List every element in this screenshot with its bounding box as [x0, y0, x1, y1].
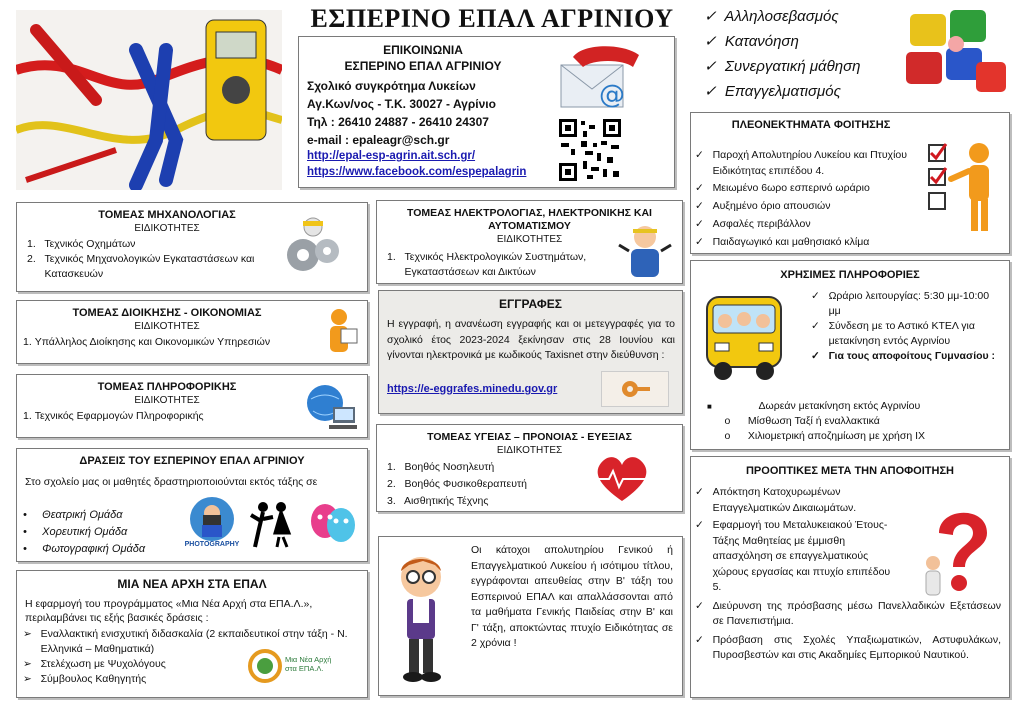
list-item: • Χορευτική Ομάδα — [23, 526, 128, 538]
mechanical-subtitle: ΕΙΔΙΚΟΤΗΤΕΣ — [134, 223, 200, 234]
check-icon: ✓ — [704, 8, 717, 25]
school-bus-icon — [701, 287, 787, 383]
contact-line2: Αγ.Κων/νος - Τ.Κ. 30027 - Αγρίνιο — [307, 97, 496, 111]
phone-mail-icon — [553, 43, 649, 111]
list-item: • Φωτογραφική Ομάδα — [23, 543, 146, 555]
health-title: ΤΟΜΕΑΣ ΥΓΕΙΑΣ – ΠΡΟΝΟΙΑΣ - ΕΥΕΞΙΑΣ — [427, 431, 632, 443]
office-worker-icon — [317, 307, 361, 359]
check-icon: ✓ — [704, 58, 717, 75]
new-start-title: ΜΙΑ ΝΕΑ ΑΡΧΗ ΣΤΑ ΕΠΑΛ — [117, 577, 267, 591]
facebook-link[interactable]: https://www.facebook.com/espepalagrin — [307, 166, 527, 178]
mechanical-sector-box — [16, 202, 368, 292]
list-item: ➢ Στελέχωση με Ψυχολόγους — [23, 658, 166, 670]
gear-worker-icon — [279, 211, 345, 277]
new-start-logo — [245, 643, 341, 689]
list-item: ✓ Για τους αποφοίτους Γυμνασίου : — [811, 350, 996, 362]
lyceum-holders-text: Οι κάτοχοι απολυτηρίου Γενικού ή Επαγγελματικού Λυκείου ή ισότιμου τίτλου, εγγράφονται απευθείας στην Β' τάξη του Εσπερινού ΕΠΑΛ και απαλλάσσονται από τα μαθήματα Γενικής Παιδείας στην Β' και Γ' τάξη, αποκτώντας πτυχίο Ειδικότητας σε 2 χρόνια ! — [471, 544, 673, 649]
list-item: 3. Αισθητικής Τέχνης — [387, 495, 489, 507]
health-sector-box — [376, 424, 683, 512]
list-item: • Θεατρική Ομάδα — [23, 509, 123, 521]
list-item: ➢ Εναλλακτική ενισχυτική διδασκαλία (2 εκπαιδευτικοί στην τάξη - Ν. Ελληνικά – Μαθηματικά) — [23, 628, 348, 655]
list-item: ✓ Αυξημένο όριο απουσιών — [695, 200, 831, 212]
advantages-title: ΠΛΕΟΝΕΚΤΗΜΑΤΑ ΦΟΙΤΗΣΗΣ — [731, 119, 891, 131]
useful-info-box — [690, 260, 1010, 450]
electrical-title-1: ΤΟΜΕΑΣ ΗΛΕΚΤΡΟΛΟΓΙΑΣ, ΗΛΕΚΤΡΟΝΙΚΗΣ ΚΑΙ — [407, 207, 652, 219]
globe-computer-icon — [303, 381, 359, 433]
activities-list — [23, 507, 145, 558]
list-item: 2. Τεχνικός Μηχανολογικών Εγκαταστάσεων και Κατασκευών — [27, 253, 255, 280]
admin-title: ΤΟΜΕΑΣ ΔΙΟΙΚΗΣΗΣ - ΟΙΚΟΝΟΜΙΑΣ — [72, 307, 262, 319]
it-sector-box — [16, 374, 368, 438]
contact-phone: Τηλ : 26410 24887 - 26410 24307 — [307, 115, 489, 129]
it-title: ΤΟΜΕΑΣ ΠΛΗΡΟΦΟΡΙΚΗΣ — [97, 381, 237, 393]
electrical-subtitle: ΕΙΔΙΚΟΤΗΤΕΣ — [496, 234, 563, 245]
photography-label: PHOTOGRAPHY — [184, 541, 240, 548]
tools-photo — [16, 10, 282, 190]
new-start-box — [16, 570, 368, 698]
mechanical-title: ΤΟΜΕΑΣ ΜΗΧΑΝΟΛΟΓΙΑΣ — [98, 209, 236, 221]
list-item: ✓ Σύνδεση με το Αστικό ΚΤΕΛ για μετακίνηση εντός Αγρινίου — [811, 320, 975, 347]
list-item: o Μίσθωση Ταξί ή εναλλακτικά — [707, 415, 880, 427]
new-start-logo-text: Μια Νέα Αρχή στα ΕΠΑ.Λ. — [285, 655, 332, 673]
list-item: o Χιλιομετρική αποζημίωση με χρήση ΙΧ — [707, 430, 926, 442]
list-item: Τεχνικός Ηλεκτρολογικών Συστημάτων, Εγκαταστάσεων και Δικτύων — [404, 251, 587, 278]
list-item: ✓ Απόκτηση Κατοχυρωμένων Επαγγελματικών Δικαιωμάτων. — [695, 486, 857, 514]
svg-text:@: @ — [599, 80, 625, 110]
prospects-box — [690, 456, 1010, 698]
useful-info-title: ΧΡΗΣΙΜΕΣ ΠΛΗΡΟΦΟΡΙΕΣ — [780, 269, 920, 281]
photography-icon — [181, 493, 243, 553]
check-icon: ✓ — [704, 33, 717, 50]
list-item: Τεχνικός Εφαρμογών Πληροφορικής — [34, 410, 204, 422]
qr-code — [557, 117, 623, 183]
electrical-sector-box — [376, 200, 683, 284]
activities-box — [16, 448, 368, 562]
it-list: 1. Τεχνικός Εφαρμογών Πληροφορικής — [23, 410, 204, 422]
advantages-box — [690, 112, 1010, 254]
activities-intro: Στο σχολείο μας οι μαθητές δραστηριοποιούνται εκτός τάξης σε — [25, 476, 318, 488]
list-item: ■ Δωρεάν μετακίνηση εκτός Αγρινίου — [707, 400, 921, 412]
question-mark-person-icon — [917, 497, 1001, 601]
list-item: ✓ Διεύρυνση της πρόσβασης μέσω Πανελλαδικών Εξετάσεων σε Πανεπιστήμια. — [695, 599, 1001, 627]
electrical-title-2: ΑΥΤΟΜΑΤΙΣΜΟΥ — [488, 220, 571, 232]
contact-line1: Σχολικό συγκρότημα Λυκείων — [307, 79, 476, 93]
prospects-title: ΠΡΟΟΠΤΙΚΕΣ ΜΕΤΑ ΤΗΝ ΑΠΟΦΟΙΤΗΣΗ — [745, 465, 954, 477]
puzzle-icon — [896, 4, 1012, 104]
enrollment-text: Η εγγραφή, η ανανέωση εγγραφής και οι μετεγγραφές για το σχολικό έτος 2023-2024 ξεκίνησαν στις 28 Ιουνίου και γίνονται ηλεκτρονικά με κωδικούς Taxisnet στην διεύθυνση : — [387, 318, 675, 361]
health-subtitle: ΕΙΔΙΚΟΤΗΤΕΣ — [496, 445, 563, 456]
contact-school-name: ΕΣΠΕΡΙΝΟ ΕΠΑΛ ΑΓΡΙΝΙΟΥ — [344, 59, 502, 73]
list-item: ✓ Ωράριο λειτουργίας: 5:30 μμ-10:00 μμ — [811, 290, 990, 317]
health-list — [387, 459, 527, 510]
check-icon: ✓ — [704, 83, 717, 100]
info-list-bottom — [707, 399, 1007, 444]
list-item: ✓ Παροχή Απολυτηρίου Λυκείου και Πτυχίου Ειδικότητας επιπέδου 4. — [695, 149, 907, 177]
student-cartoon-icon — [389, 551, 453, 687]
value-item: ✓ Αλληλοσεβασμός — [704, 8, 839, 25]
list-item: ✓ Ασφαλές περιβάλλον — [695, 218, 811, 230]
enrollment-box — [378, 290, 683, 414]
theater-masks-icon — [307, 501, 359, 547]
info-list-right — [811, 289, 999, 364]
list-item: Υπάλληλος Διοίκησης και Οικονομικών Υπηρεσιών — [34, 336, 271, 348]
list-item: ✓ Παιδαγωγικό και μαθησιακό κλίμα — [695, 236, 870, 248]
lyceum-holders-box — [378, 536, 683, 696]
contact-box — [298, 36, 675, 188]
list-item: 1. Βοηθός Νοσηλευτή — [387, 461, 495, 473]
heart-stethoscope-icon — [589, 449, 655, 505]
contact-heading: ΕΠΙΚΟΙΝΩΝΙΑ — [383, 43, 463, 57]
dancers-icon — [249, 499, 295, 549]
admin-sector-box — [16, 300, 368, 364]
list-item: ➢ Σύμβουλος Καθηγητής — [23, 673, 147, 685]
page-title: ΕΣΠΕΡΙΝΟ ΕΠΑΛ ΑΓΡΙΝΙΟΥ — [310, 4, 674, 33]
value-item: ✓ Συνεργατική μάθηση — [704, 58, 861, 75]
list-item: 1. Τεχνικός Οχημάτων — [27, 238, 136, 250]
new-start-intro: Η εφαρμογή του προγράμματος «Μια Νέα Αρχή στα ΕΠΑ.Λ.», περιλαμβάνει τις εξής βασικές δράσεις : — [25, 598, 313, 624]
admin-subtitle: ΕΙΔΙΚΟΤΗΤΕΣ — [134, 321, 200, 332]
list-item: 2. Βοηθός Φυσικοθεραπευτή — [387, 478, 527, 490]
electrician-icon — [617, 221, 673, 281]
list-item: ✓ Εφαρμογή του Μεταλυκειακού Έτους- Τάξης Μαθητείας με έμμισθη απασχόληση σε επαγγελματικούς χώρους εργασίας και πτυχίο επιπέδου 5. — [695, 519, 891, 593]
contact-email: e-mail : epaleagr@sch.gr — [307, 133, 450, 147]
admin-list: 1. Υπάλληλος Διοίκησης και Οικονομικών Υπηρεσιών — [23, 336, 271, 348]
value-item: ✓ Κατανόηση — [704, 33, 799, 50]
checklist-person-icon — [923, 139, 1007, 237]
e-eggrafes-link[interactable]: https://e-eggrafes.minedu.gov.gr — [387, 383, 558, 395]
value-item: ✓ Επαγγελματισμός — [704, 83, 841, 100]
electrical-list: 1. Τεχνικός Ηλεκτρολογικών Συστημάτων, Εγκαταστάσεων και Δικτύων — [387, 250, 612, 280]
values-list — [704, 4, 884, 104]
mechanical-list — [27, 237, 277, 282]
advantages-list — [695, 147, 915, 251]
key-icon — [601, 371, 669, 407]
list-item: ✓ Μειωμένο 6ωρο εσπερινό ωράριο — [695, 182, 870, 194]
it-subtitle: ΕΙΔΙΚΟΤΗΤΕΣ — [134, 395, 200, 406]
list-item: ✓ Πρόσβαση στις Σχολές Υπαξιωματικών, Αστυφυλάκων, Πυροσβεστών και στις Ακαδημίες Εμπορικού Ναυτικού. — [695, 633, 1001, 661]
enrollment-title: ΕΓΓΡΑΦΕΣ — [499, 297, 562, 311]
website-link[interactable]: http://epal-esp-agrin.ait.sch.gr/ — [307, 150, 476, 162]
activities-title: ΔΡΑΣΕΙΣ ΤΟΥ ΕΣΠΕΡΙΝΟΥ ΕΠΑΛ ΑΓΡΙΝΙΟΥ — [79, 455, 305, 467]
